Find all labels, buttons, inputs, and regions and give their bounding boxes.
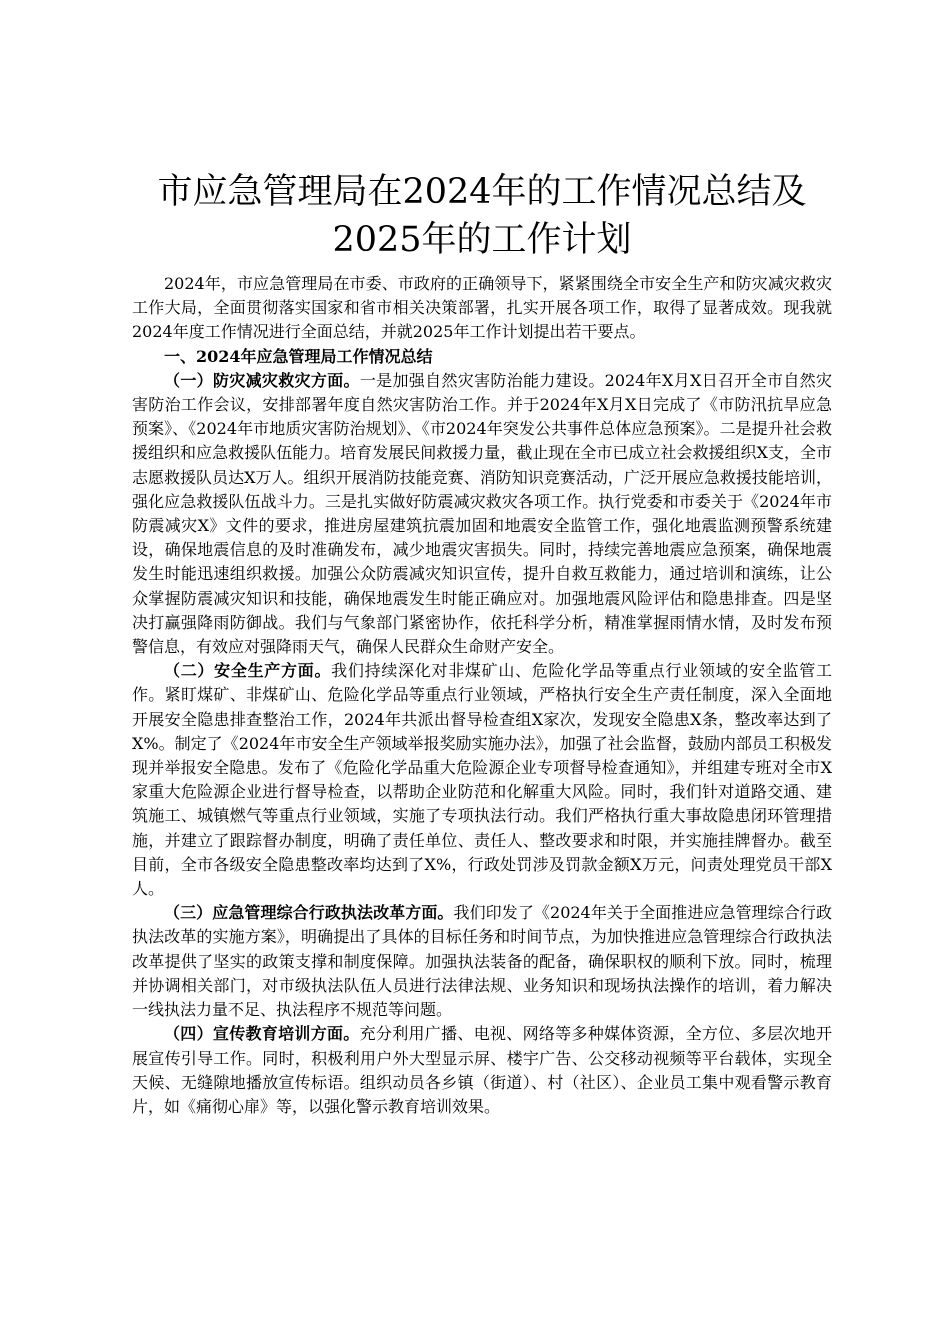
title-line-2: 2025年的工作计划 (332, 220, 632, 260)
subsection-2-text: 我们持续深化对非煤矿山、危险化学品等重点行业领域的安全监管工作。紧盯煤矿、非煤矿山、危险化学品等重点行业领域，严格执行安全生产责任制度，深入全面地开展安全隐患排查整治工作，2024年共派出督导检查组X家次，发现安全隐患X条，整改率达到了X%。制定了《2024年市安全生产领域举报奖励实施办法》，加强了社会监督，鼓励内部员工积极发现并举报安全隐患。发布了《危险化学品重大危险源企业专项督导检查通知》，并组建专班对全市X家重大危险源企业进行督导检查，以帮助企业防范和化解重大风险。同时，我们针对道路交通、建筑施工、城镇燃气等重点行业领域，实施了专项执法行动。我们严格执行重大事故隐患闭环管理措施，并建立了跟踪督办制度，明确了责任单位、责任人、整改要求和时限，并实施挂牌督办。截至目前，全市各级安全隐患整改率均达到了X%，行政处罚涉及罚款金额X万元，问责处理党员干部X人。 (132, 661, 832, 899)
title-line-1: 市应急管理局在2024年的工作情况总结及 (157, 172, 807, 212)
subsection-2-paragraph (132, 659, 832, 901)
subsection-1-paragraph (132, 369, 832, 659)
document-page (132, 168, 832, 1119)
subsection-3-heading: （三）应急管理综合行政执法改革方面。 (164, 903, 454, 923)
subsection-1-heading: （一）防灾减灾救灾方面。 (164, 370, 360, 390)
subsection-4-heading: （四）宣传教育培训方面。 (164, 1024, 360, 1044)
subsection-3-paragraph (132, 901, 832, 1022)
subsection-1-text: 一是加强自然灾害防治能力建设。2024年X月X日召开全市自然灾害防治工作会议，安排部署年度自然灾害防治工作。并于2024年X月X日完成了《市防汛抗旱应急预案》、《2024年市地质灾害防治规划》、《市2024年突发公共事件总体应急预案》。二是提升社会救援组织和应急救援队伍能力。培育发展民间救援力量，截止现在全市已成立社会救援组织X支，全市志愿救援队员达X万人。组织开展消防技能竞赛、消防知识竞赛活动，广泛开展应急救援技能培训，强化应急救援队伍战斗力。三是扎实做好防震减灾救灾各项工作。执行党委和市委关于《2024年市防震减灾X》文件的要求，推进房屋建筑抗震加固和地震安全监管工作，强化地震监测预警系统建设，确保地震信息的及时准确发布，减少地震灾害损失。同时，持续完善地震应急预案，确保地震发生时能迅速组织救援。加强公众防震减灾知识宣传，提升自救互救能力，通过培训和演练，让公众掌握防震减灾知识和技能，确保地震发生时能正确应对。加强地震风险评估和隐患排查。四是坚决打赢强降雨防御战。我们与气象部门紧密协作，依托科学分析，精准掌握雨情水情，及时发布预警信息，有效应对强降雨天气，确保人民群众生命财产安全。 (132, 370, 832, 657)
subsection-2-heading: （二）安全生产方面。 (164, 661, 332, 681)
subsection-4-paragraph (132, 1022, 832, 1119)
subsection-4-text: 充分利用广播、电视、网络等多种媒体资源，全方位、多层次地开展宣传引导工作。同时，积极利用户外大型显示屏、楼宇广告、公交移动视频等平台载体，实现全天候、无缝隙地播放宣传标语。组织动员各乡镇（街道）、村（社区）、企业员工集中观看警示教育片，如《痛彻心扉》等，以强化警示教育培训效果。 (132, 1024, 832, 1116)
document-title (132, 168, 832, 264)
subsection-3-text: 我们印发了《2024年关于全面推进应急管理综合行政执法改革的实施方案》，明确提出了具体的目标任务和时间节点，为加快推进应急管理综合行政执法改革提供了坚实的政策支撑和制度保障。加强执法装备的配备，确保职权的顺利下放。同时，梳理并协调相关部门，对市级执法队伍人员进行法律法规、业务知识和现场执法操作的培训，着力解决一线执法力量不足、执法程序不规范等问题。 (132, 903, 832, 1020)
intro-paragraph: 2024年，市应急管理局在市委、市政府的正确领导下，紧紧围绕全市安全生产和防灾减灾救灾工作大局，全面贯彻落实国家和省市相关决策部署，扎实开展各项工作，取得了显著成效。现我就2024年度工作情况进行全面总结，并就2025年工作计划提出若干要点。 (132, 274, 832, 342)
section-heading-1: 一、2024年应急管理局工作情况总结 (164, 346, 433, 366)
